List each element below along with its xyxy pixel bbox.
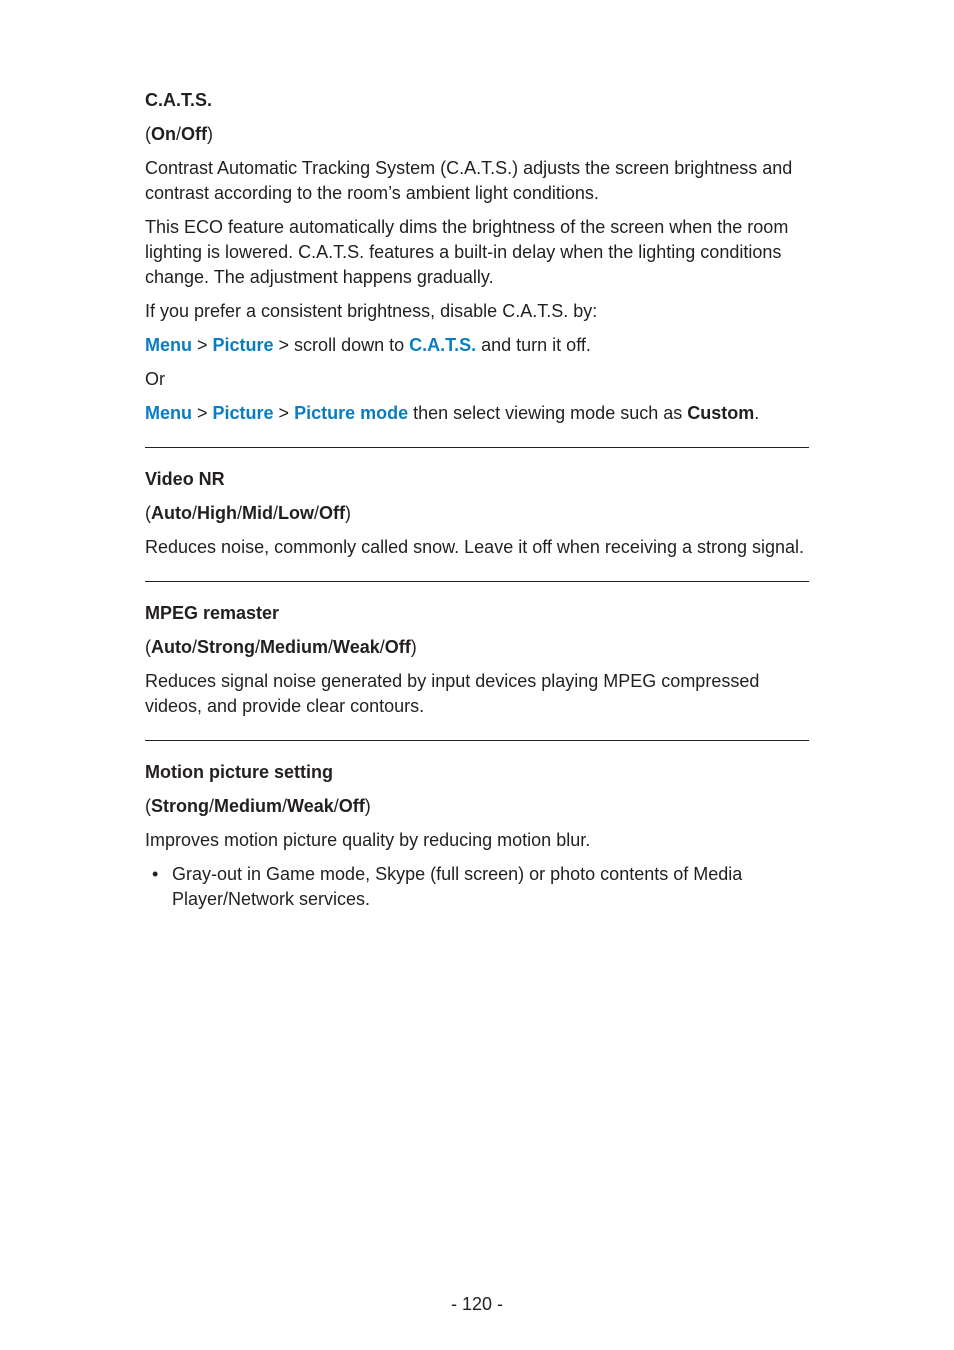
mpeg-remaster-description: Reduces signal noise generated by input devices playing MPEG compressed videos, and provide clear contours. (145, 671, 760, 716)
option-off: Off (319, 503, 346, 523)
page-content (145, 88, 809, 912)
divider (145, 447, 809, 448)
cats-menu-path-2 (145, 401, 809, 426)
video-nr-description: Reduces noise, commonly called snow. Leave it off when receiving a strong signal. (145, 537, 805, 557)
link-menu[interactable]: Menu (145, 403, 192, 423)
cats-eco-description: This ECO feature automatically dims the brightness of the screen when the room lighting is lowered. C.A.T.S. features a built-in delay when the lighting conditions change. The adjustment happens gradually. (145, 217, 789, 287)
option-auto: Auto (151, 637, 192, 657)
option-off: Off (384, 637, 411, 657)
option-low: Low (278, 503, 315, 523)
option-medium: Medium (260, 637, 329, 657)
option-strong: Strong (151, 796, 209, 816)
option-weak: Weak (287, 796, 334, 816)
option-mid: Mid (242, 503, 274, 523)
motion-picture-description: Improves motion picture quality by reducing motion blur. (145, 830, 591, 850)
option-off: Off (181, 124, 208, 144)
divider (145, 581, 809, 582)
cats-disable-intro: If you prefer a consistent brightness, disable C.A.T.S. by: (145, 301, 598, 321)
cats-description: Contrast Automatic Tracking System (C.A.T.S.) adjusts the screen brightness and contrast according to the room’s ambient light conditions. (145, 158, 793, 203)
section-title-mpeg-remaster: MPEG remaster (145, 603, 280, 623)
cats-menu-path-1 (145, 333, 809, 358)
path-text: > scroll down to (273, 335, 410, 355)
link-picture[interactable]: Picture (212, 403, 274, 423)
option-on: On (151, 124, 176, 144)
options-video-nr: (Auto/High/Mid/Low/Off) (145, 503, 352, 523)
divider (145, 740, 809, 741)
option-auto: Auto (151, 503, 192, 523)
section-title-motion-picture: Motion picture setting (145, 762, 333, 782)
section-title-cats: C.A.T.S. (145, 90, 213, 110)
or-text: Or (145, 369, 165, 389)
bullet-icon: • (152, 864, 159, 884)
list-item (145, 862, 809, 912)
link-cats[interactable]: C.A.T.S. (409, 335, 477, 355)
options-motion-picture: (Strong/Medium/Weak/Off) (145, 796, 371, 816)
option-strong: Strong (197, 637, 255, 657)
link-picture-mode[interactable]: Picture mode (294, 403, 409, 423)
path-text-end: and turn it off. (476, 335, 591, 355)
path-separator: > (192, 335, 213, 355)
page-number: - 120 - (450, 1294, 504, 1314)
path-separator: > (273, 403, 295, 423)
options-mpeg-remaster: (Auto/Strong/Medium/Weak/Off) (145, 637, 417, 657)
link-menu[interactable]: Menu (145, 335, 192, 355)
option-off: Off (338, 796, 365, 816)
path-text: then select viewing mode such as (408, 403, 688, 423)
link-picture[interactable]: Picture (212, 335, 274, 355)
bullet-text: Gray-out in Game mode, Skype (full screen) or photo contents of Media Player/Network services. (172, 864, 743, 909)
option-weak: Weak (333, 637, 380, 657)
section-title-video-nr: Video NR (145, 469, 225, 489)
option-medium: Medium (214, 796, 283, 816)
path-separator: > (192, 403, 213, 423)
options-cats: (On/Off) (145, 124, 214, 144)
path-text-end: . (754, 403, 760, 423)
option-high: High (197, 503, 237, 523)
custom-mode-label: Custom (687, 403, 755, 423)
